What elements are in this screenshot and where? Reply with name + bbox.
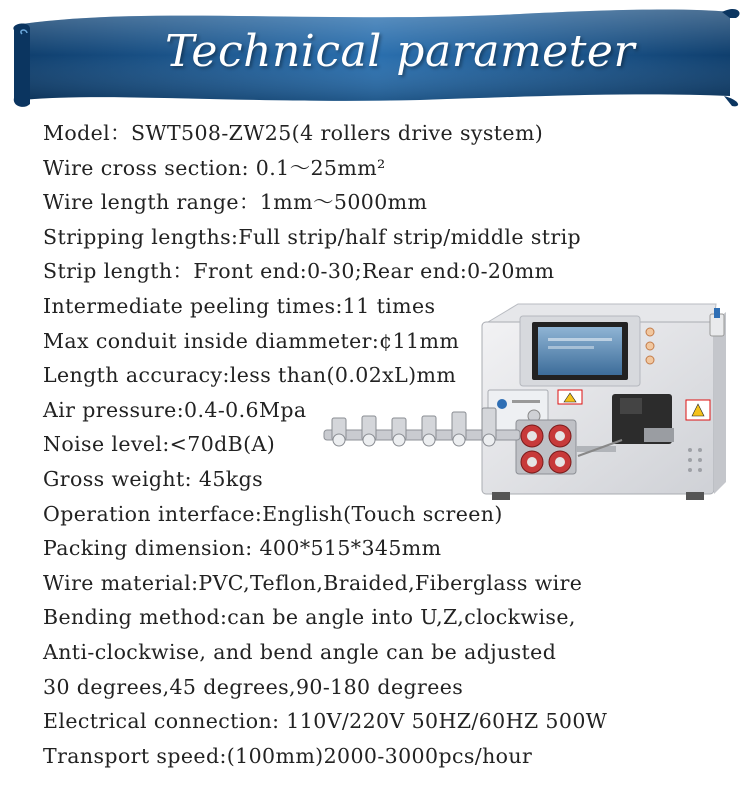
spec-item-gross-weight: Gross weight: 45kgs xyxy=(43,466,264,491)
spec-item-wire-length-range: Wire length range：1mm～5000mm xyxy=(43,190,428,215)
page-title: Technical parameter xyxy=(165,26,635,77)
spec-item-length-accuracy: Length accuracy:less than(0.02xL)mm xyxy=(43,363,457,388)
spec-item-transport-speed: Transport speed:(100mm)2000-3000pcs/hour xyxy=(43,743,533,768)
spec-item-peeling-times: Intermediate peeling times:11 times xyxy=(43,293,436,318)
spec-item-bending-method: Bending method:can be angle into U,Z,clockwise, xyxy=(43,605,576,630)
spec-item-air-pressure: Air pressure:0.4-0.6Mpa xyxy=(43,397,307,422)
spec-item-wire-cross-section: Wire cross section: 0.1～25mm² xyxy=(43,155,386,180)
spec-item-wire-material: Wire material:PVC,Teflon,Braided,Fiberglass wire xyxy=(43,570,583,595)
spec-item-operation-interface: Operation interface:English(Touch screen) xyxy=(43,501,503,526)
spec-item-noise-level: Noise level:<70dB(A) xyxy=(43,432,276,457)
spec-item-model: Model：SWT508-ZW25(4 rollers drive system) xyxy=(43,121,544,145)
spec-item-bending-angles: 30 degrees,45 degrees,90-180 degrees xyxy=(43,674,464,699)
spec-item-conduit-diameter: Max conduit inside diammeter:¢11mm xyxy=(43,328,460,353)
spec-item-strip-length: Strip length：Front end:0-30;Rear end:0-20mm xyxy=(43,259,555,284)
wire-stripping-machine-icon xyxy=(322,290,732,505)
spec-item-electrical-connection: Electrical connection: 110V/220V 50HZ/60HZ 500W xyxy=(43,709,608,734)
spec-item-stripping-lengths: Stripping lengths:Full strip/half strip/middle strip xyxy=(43,224,582,249)
spec-item-bending-method-cont: Anti-clockwise, and bend angle can be adjusted xyxy=(43,639,557,664)
spec-item-packing-dimension: Packing dimension: 400*515*345mm xyxy=(43,536,442,561)
